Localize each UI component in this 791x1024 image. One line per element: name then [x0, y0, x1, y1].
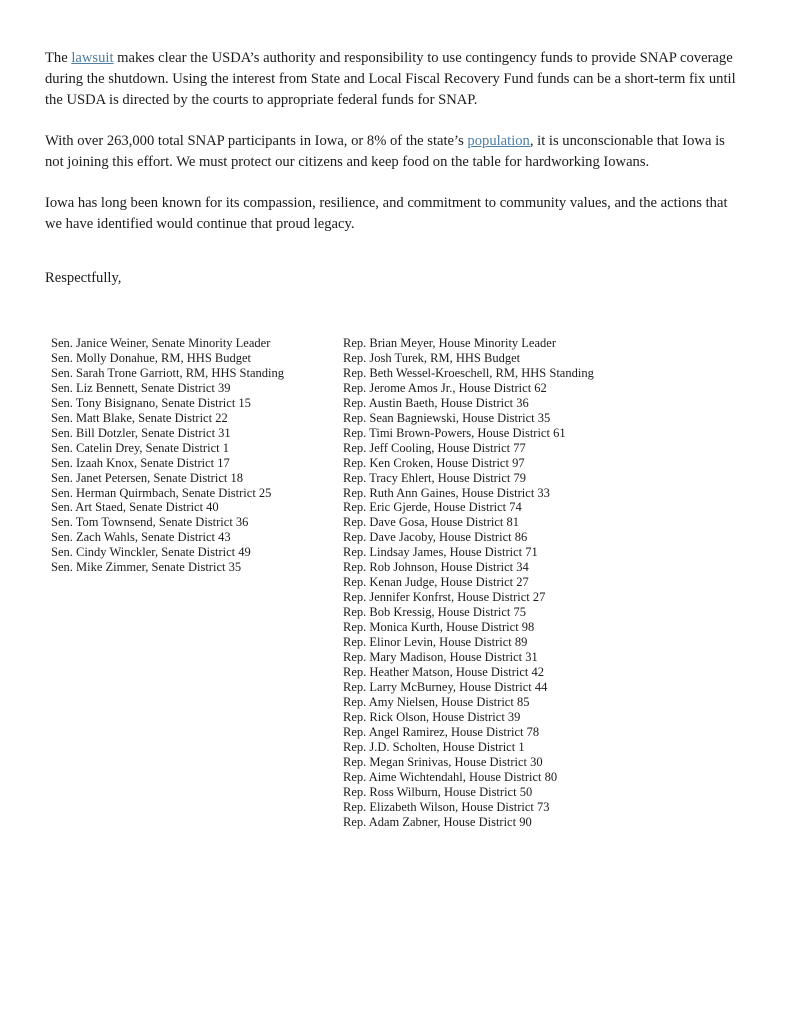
signatory: Sen. Matt Blake, Senate District 22 — [51, 410, 228, 425]
signatory: Rep. Rob Johnson, House District 34 — [343, 560, 529, 575]
signatory: Rep. Elizabeth Wilson, House District 73 — [343, 799, 550, 814]
signatory: Rep. Austin Baeth, House District 36 — [343, 395, 529, 410]
signatory: Sen. Izaah Knox, Senate District 17 — [51, 455, 230, 470]
paragraph — [45, 131, 747, 173]
paragraph-text: makes clear the USDA’s authority and responsibility to use contingency funds to provide SNAP coverage during the shutdown. Using the interest from State and Local Fiscal Recovery Fund funds can be a short-term fix until the USDA is directed by the courts to appropriate federal funds for SNAP. — [45, 50, 736, 108]
signatory: Rep. Kenan Judge, House District 27 — [343, 575, 529, 590]
signatory: Sen. Janet Petersen, Senate District 18 — [51, 470, 243, 485]
signatory: Rep. Bob Kressig, House District 75 — [343, 605, 526, 620]
signatory: Sen. Liz Bennett, Senate District 39 — [51, 380, 231, 395]
signatory: Rep. Heather Matson, House District 42 — [343, 664, 545, 679]
senate-signature-list — [51, 336, 343, 829]
paragraph — [45, 48, 747, 111]
signatory: Rep. Jennifer Konfrst, House District 27 — [343, 590, 546, 605]
signatory: Sen. Sarah Trone Garriott, RM, HHS Standing — [51, 365, 284, 380]
signatory: Sen. Molly Donahue, RM, HHS Budget — [51, 350, 251, 365]
population-link[interactable]: population — [467, 133, 530, 149]
signatory: Rep. Megan Srinivas, House District 30 — [343, 754, 543, 769]
signatory: Rep. Jeff Cooling, House District 77 — [343, 440, 526, 455]
paragraph-text: Iowa has long been known for its compassion, resilience, and commitment to community values, and the actions that we have identified would continue that proud legacy. — [45, 195, 728, 232]
signatory: Rep. Ruth Ann Gaines, House District 33 — [343, 485, 550, 500]
paragraph-text: , it is unconscionable that Iowa is not joining this effort. We must protect our citizens and keep food on the table for hardworking Iowans. — [45, 133, 725, 170]
lawsuit-link[interactable]: lawsuit — [71, 50, 114, 66]
signatory: Sen. Mike Zimmer, Senate District 35 — [51, 560, 242, 575]
signatory: Rep. Tracy Ehlert, House District 79 — [343, 470, 526, 485]
signatory: Rep. Timi Brown-Powers, House District 61 — [343, 425, 566, 440]
signatory: Sen. Herman Quirmbach, Senate District 25 — [51, 485, 272, 500]
signatory: Rep. Brian Meyer, House Minority Leader — [343, 336, 556, 350]
signatory: Rep. Jerome Amos Jr., House District 62 — [343, 380, 547, 395]
signatory: Rep. J.D. Scholten, House District 1 — [343, 739, 525, 754]
signatory: Rep. Rick Olson, House District 39 — [343, 709, 521, 724]
signatory: Rep. Eric Gjerde, House District 74 — [343, 500, 522, 515]
closing-salutation: Respectfully, — [45, 270, 122, 286]
signatory: Sen. Zach Wahls, Senate District 43 — [51, 530, 231, 545]
signatory: Sen. Catelin Drey, Senate District 1 — [51, 440, 229, 455]
signatory: Rep. Lindsay James, House District 71 — [343, 545, 538, 560]
signatory: Rep. Angel Ramirez, House District 78 — [343, 724, 540, 739]
signatory: Sen. Tom Townsend, Senate District 36 — [51, 515, 249, 530]
paragraph-text: The — [45, 50, 72, 66]
signatory: Rep. Aime Wichtendahl, House District 80 — [343, 769, 558, 784]
signatory: Sen. Janice Weiner, Senate Minority Leader — [51, 336, 271, 350]
signatory: Rep. Dave Gosa, House District 81 — [343, 515, 520, 530]
letter-paragraphs — [45, 48, 747, 235]
signatory: Sen. Tony Bisignano, Senate District 15 — [51, 395, 251, 410]
signatory: Rep. Ross Wilburn, House District 50 — [343, 784, 533, 799]
paragraph-text: With over 263,000 total SNAP participants in Iowa, or 8% of the state’s — [45, 133, 468, 149]
signature-columns — [51, 336, 747, 829]
signatory: Rep. Josh Turek, RM, HHS Budget — [343, 350, 521, 365]
signatory: Rep. Elinor Levin, House District 89 — [343, 635, 528, 650]
signatory: Rep. Larry McBurney, House District 44 — [343, 679, 548, 694]
signatory: Sen. Cindy Winckler, Senate District 49 — [51, 545, 251, 560]
signatory: Rep. Dave Jacoby, House District 86 — [343, 530, 528, 545]
signatory: Rep. Monica Kurth, House District 98 — [343, 620, 535, 635]
signatory: Rep. Amy Nielsen, House District 85 — [343, 694, 530, 709]
signatory: Rep. Mary Madison, House District 31 — [343, 650, 538, 665]
signatory: Rep. Adam Zabner, House District 90 — [343, 814, 532, 829]
paragraph — [45, 193, 747, 235]
house-signature-list — [343, 336, 594, 829]
signatory: Sen. Bill Dotzler, Senate District 31 — [51, 425, 231, 440]
signatory: Rep. Sean Bagniewski, House District 35 — [343, 410, 551, 425]
signatory: Rep. Beth Wessel-Kroeschell, RM, HHS Standing — [343, 365, 594, 380]
signatory: Sen. Art Staed, Senate District 40 — [51, 500, 219, 515]
signatory: Rep. Ken Croken, House District 97 — [343, 455, 525, 470]
